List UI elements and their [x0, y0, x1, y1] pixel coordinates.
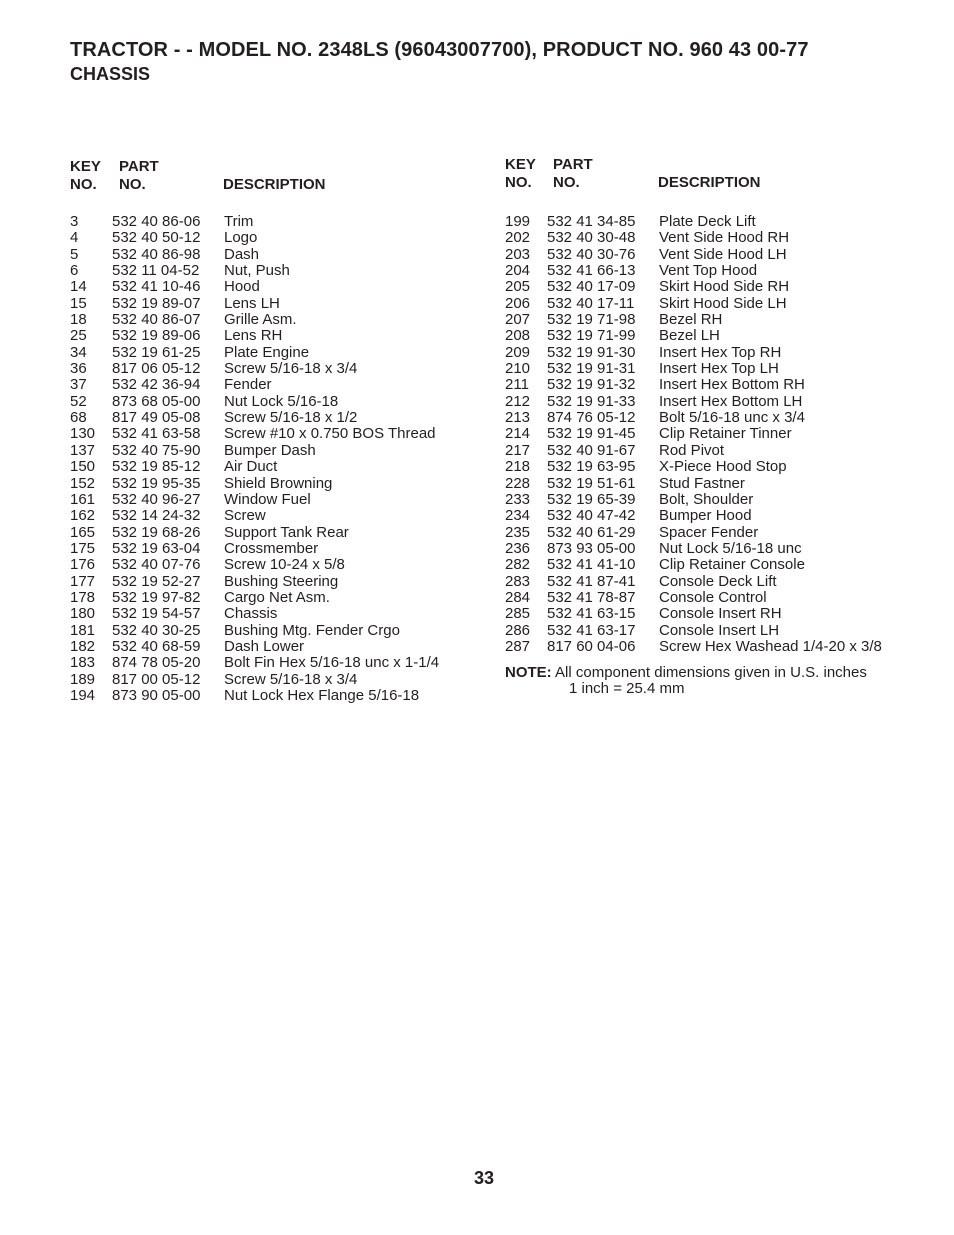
part-no-cell: 532 40 75-90	[112, 441, 201, 459]
key-no-cell: 228	[505, 474, 531, 492]
description-cell: Skirt Hood Side LH	[659, 294, 787, 312]
part-no-cell: 532 19 91-33	[547, 392, 636, 410]
key-header-line1: KEY	[505, 156, 536, 173]
description-cell: Screw 5/16-18 x 1/2	[224, 409, 358, 427]
description-cell: Screw 10-24 x 5/8	[224, 556, 345, 574]
description-cell: Skirt Hood Side RH	[659, 278, 790, 296]
key-no-cell: 218	[505, 458, 531, 476]
description-cell: Screw Hex Washead 1/4-20 x 3/8	[659, 637, 882, 655]
description-cell: Screw	[224, 507, 266, 525]
part-no-cell: 532 11 04-52	[112, 262, 200, 280]
description-cell: Bezel LH	[659, 327, 720, 345]
key-no-cell: 282	[505, 556, 531, 574]
description-cell: Spacer Fender	[659, 523, 759, 541]
part-no-cell: 532 19 61-25	[112, 343, 201, 361]
key-no-cell: 68	[70, 409, 87, 427]
part-no-cell: 817 00 05-12	[112, 670, 201, 688]
description-cell: Grille Asm.	[224, 311, 297, 329]
page-title: TRACTOR - - MODEL NO. 2348LS (96043007700), PRODUCT NO. 960 43 00-77	[70, 39, 809, 61]
description-cell: Plate Engine	[224, 343, 310, 361]
part-no-cell: 873 93 05-00	[547, 539, 636, 557]
part-no-cell: 532 40 17-11	[547, 294, 635, 312]
key-no-cell: 209	[505, 343, 531, 361]
description-cell: Window Fuel	[224, 490, 311, 508]
description-cell: Bolt, Shoulder	[659, 490, 754, 508]
dimensions-note	[505, 664, 867, 697]
key-no-cell: 178	[70, 588, 96, 606]
key-no-cell: 285	[505, 605, 531, 623]
description-cell: Nut, Push	[224, 262, 290, 280]
key-no-cell: 150	[70, 458, 96, 476]
part-no-cell: 873 68 05-00	[112, 392, 201, 410]
part-header-line1: PART	[119, 158, 159, 175]
part-no-cell: 532 40 30-76	[547, 245, 636, 263]
key-no-cell: 199	[505, 213, 531, 230]
key-no-cell: 15	[70, 294, 87, 312]
key-no-cell: 162	[70, 507, 96, 525]
note-label: NOTE:	[505, 664, 552, 681]
key-no-cell: 213	[505, 409, 531, 427]
key-no-cell: 181	[70, 621, 96, 639]
description-cell: Console Deck Lift	[659, 572, 777, 590]
key-no-cell: 283	[505, 572, 531, 590]
part-no-cell: 532 19 89-06	[112, 327, 201, 345]
part-no-cell: 532 41 63-58	[112, 425, 201, 443]
part-no-cell: 532 19 68-26	[112, 523, 201, 541]
key-no-cell: 4	[70, 229, 79, 247]
part-no-cell: 817 49 05-08	[112, 409, 201, 427]
description-cell: Dash	[224, 245, 260, 263]
description-cell: Bolt Fin Hex 5/16-18 unc x 1-1/4	[224, 654, 440, 672]
key-no-cell: 202	[505, 229, 531, 247]
part-no-cell: 532 40 86-98	[112, 245, 201, 263]
part-no-cell: 532 19 51-61	[547, 474, 636, 492]
description-cell: Nut Lock Hex Flange 5/16-18	[224, 686, 420, 704]
description-header: DESCRIPTION	[658, 174, 761, 191]
note-text-line1: All component dimensions given in U.S. inches	[555, 664, 867, 681]
part-no-cell: 532 19 89-07	[112, 294, 201, 312]
key-no-cell: 208	[505, 327, 531, 345]
key-no-cell: 5	[70, 245, 79, 263]
key-no-cell: 25	[70, 327, 87, 345]
part-no-cell: 532 41 63-15	[547, 605, 636, 623]
note-text-line2: 1 inch = 25.4 mm	[569, 680, 685, 697]
part-no-cell: 532 42 36-94	[112, 376, 201, 394]
part-no-cell: 532 19 95-35	[112, 474, 201, 492]
description-cell: Insert Hex Bottom LH	[659, 392, 803, 410]
part-no-cell: 532 19 63-04	[112, 539, 201, 557]
part-no-cell: 532 41 87-41	[547, 572, 636, 590]
description-cell: Stud Fastner	[659, 474, 745, 492]
description-cell: Cargo Net Asm.	[224, 588, 330, 606]
description-cell: Hood	[224, 278, 260, 296]
key-no-cell: 34	[70, 343, 87, 361]
description-cell: Console Control	[659, 588, 767, 606]
part-header-line2: NO.	[119, 176, 146, 193]
part-no-cell: 532 40 30-48	[547, 229, 636, 247]
part-no-cell: 874 76 05-12	[547, 409, 636, 427]
part-no-cell: 873 90 05-00	[112, 686, 201, 704]
description-cell: Screw #10 x 0.750 BOS Thread	[224, 425, 436, 443]
description-cell: Bumper Dash	[224, 441, 316, 459]
description-cell: Trim	[224, 213, 254, 230]
description-cell: Screw 5/16-18 x 3/4	[224, 670, 358, 688]
part-no-cell: 532 40 91-67	[547, 441, 636, 459]
description-header: DESCRIPTION	[223, 176, 326, 193]
key-no-cell: 233	[505, 490, 531, 508]
part-no-cell: 874 78 05-20	[112, 654, 201, 672]
description-cell: Vent Side Hood RH	[659, 229, 790, 247]
part-no-cell: 532 40 96-27	[112, 490, 201, 508]
description-cell: Plate Deck Lift	[659, 213, 756, 230]
part-no-cell: 532 19 52-27	[112, 572, 201, 590]
description-cell: Clip Retainer Tinner	[659, 425, 792, 443]
key-no-cell: 212	[505, 392, 531, 410]
key-header-line2: NO.	[505, 174, 532, 191]
description-cell: Insert Hex Bottom RH	[659, 376, 805, 394]
description-cell: Bumper Hood	[659, 507, 752, 525]
part-no-cell: 532 40 07-76	[112, 556, 201, 574]
description-cell: Bezel RH	[659, 311, 723, 329]
key-no-cell: 207	[505, 311, 531, 329]
description-cell: X-Piece Hood Stop	[659, 458, 787, 476]
part-no-cell: 532 19 85-12	[112, 458, 201, 476]
description-cell: Nut Lock 5/16-18	[224, 392, 339, 410]
key-no-cell: 14	[70, 278, 87, 296]
key-no-cell: 161	[70, 490, 96, 508]
description-cell: Screw 5/16-18 x 3/4	[224, 360, 358, 378]
part-header-line1: PART	[553, 156, 593, 173]
key-no-cell: 211	[505, 376, 529, 394]
description-cell: Bushing Steering	[224, 572, 339, 590]
key-no-cell: 183	[70, 654, 96, 672]
description-cell: Clip Retainer Console	[659, 556, 805, 574]
key-header-line2: NO.	[70, 176, 97, 193]
description-cell: Air Duct	[224, 458, 278, 476]
key-no-cell: 235	[505, 523, 531, 541]
key-header-line1: KEY	[70, 158, 101, 175]
description-cell: Vent Side Hood LH	[659, 245, 787, 263]
part-no-cell: 532 40 86-07	[112, 311, 201, 329]
part-no-cell: 532 40 30-25	[112, 621, 201, 639]
part-no-cell: 532 19 65-39	[547, 490, 636, 508]
key-no-cell: 176	[70, 556, 96, 574]
key-no-cell: 236	[505, 539, 531, 557]
description-cell: Dash Lower	[224, 637, 305, 655]
description-cell: Console Insert RH	[659, 605, 782, 623]
part-no-cell: 532 41 34-85	[547, 213, 636, 230]
key-no-cell: 286	[505, 621, 531, 639]
key-no-cell: 287	[505, 637, 531, 655]
part-no-cell: 532 19 91-45	[547, 425, 636, 443]
key-no-cell: 214	[505, 425, 531, 443]
key-no-cell: 3	[70, 213, 79, 230]
key-no-cell: 182	[70, 637, 96, 655]
key-no-cell: 194	[70, 686, 96, 704]
description-cell: Lens RH	[224, 327, 283, 345]
part-no-cell: 532 40 61-29	[547, 523, 636, 541]
key-no-cell: 137	[70, 441, 96, 459]
part-no-cell: 532 41 10-46	[112, 278, 201, 296]
key-no-cell: 18	[70, 311, 87, 329]
part-no-cell: 532 19 97-82	[112, 588, 201, 606]
key-no-cell: 205	[505, 278, 531, 296]
key-no-cell: 6	[70, 262, 79, 280]
description-cell: Nut Lock 5/16-18 unc	[659, 539, 802, 557]
part-no-cell: 532 40 50-12	[112, 229, 201, 247]
part-no-cell: 532 41 78-87	[547, 588, 636, 606]
key-no-cell: 189	[70, 670, 96, 688]
part-no-cell: 817 06 05-12	[112, 360, 201, 378]
description-cell: Chassis	[224, 605, 278, 623]
part-no-cell: 532 19 91-31	[547, 360, 636, 378]
part-no-cell: 532 14 24-32	[112, 507, 201, 525]
part-no-cell: 532 40 68-59	[112, 637, 201, 655]
key-no-cell: 175	[70, 539, 96, 557]
key-no-cell: 177	[70, 572, 96, 590]
key-no-cell: 206	[505, 294, 531, 312]
description-cell: Console Insert LH	[659, 621, 780, 639]
description-cell: Insert Hex Top LH	[659, 360, 779, 378]
section-title: CHASSIS	[70, 64, 151, 84]
part-no-cell: 532 41 66-13	[547, 262, 636, 280]
key-no-cell: 165	[70, 523, 96, 541]
description-cell: Crossmember	[224, 539, 319, 557]
page-number: 33	[473, 1168, 495, 1188]
key-no-cell: 152	[70, 474, 96, 492]
key-no-cell: 180	[70, 605, 96, 623]
part-header-line2: NO.	[553, 174, 580, 191]
part-no-cell: 532 19 91-32	[547, 376, 636, 394]
part-no-cell: 532 40 47-42	[547, 507, 636, 525]
part-no-cell: 532 40 86-06	[112, 213, 201, 230]
description-cell: Logo	[224, 229, 258, 247]
key-no-cell: 52	[70, 392, 87, 410]
description-cell: Bushing Mtg. Fender Crgo	[224, 621, 400, 639]
key-no-cell: 203	[505, 245, 531, 263]
key-no-cell: 234	[505, 507, 531, 525]
key-no-cell: 36	[70, 360, 87, 378]
description-cell: Vent Top Hood	[659, 262, 758, 280]
key-no-cell: 204	[505, 262, 531, 280]
description-cell: Fender	[224, 376, 272, 394]
description-cell: Shield Browning	[224, 474, 333, 492]
part-no-cell: 532 19 71-99	[547, 327, 636, 345]
description-cell: Insert Hex Top RH	[659, 343, 782, 361]
description-cell: Bolt 5/16-18 unc x 3/4	[659, 409, 805, 427]
part-no-cell: 532 19 54-57	[112, 605, 201, 623]
part-no-cell: 532 40 17-09	[547, 278, 636, 296]
part-no-cell: 817 60 04-06	[547, 637, 636, 655]
description-cell: Support Tank Rear	[224, 523, 349, 541]
part-no-cell: 532 19 71-98	[547, 311, 636, 329]
key-no-cell: 210	[505, 360, 531, 378]
key-no-cell: 284	[505, 588, 531, 606]
part-no-cell: 532 19 91-30	[547, 343, 636, 361]
key-no-cell: 217	[505, 441, 531, 459]
part-no-cell: 532 41 41-10	[547, 556, 636, 574]
key-no-cell: 37	[70, 376, 87, 394]
part-no-cell: 532 19 63-95	[547, 458, 636, 476]
part-no-cell: 532 41 63-17	[547, 621, 636, 639]
key-no-cell: 130	[70, 425, 96, 443]
description-cell: Lens LH	[224, 294, 280, 312]
description-cell: Rod Pivot	[659, 441, 725, 459]
